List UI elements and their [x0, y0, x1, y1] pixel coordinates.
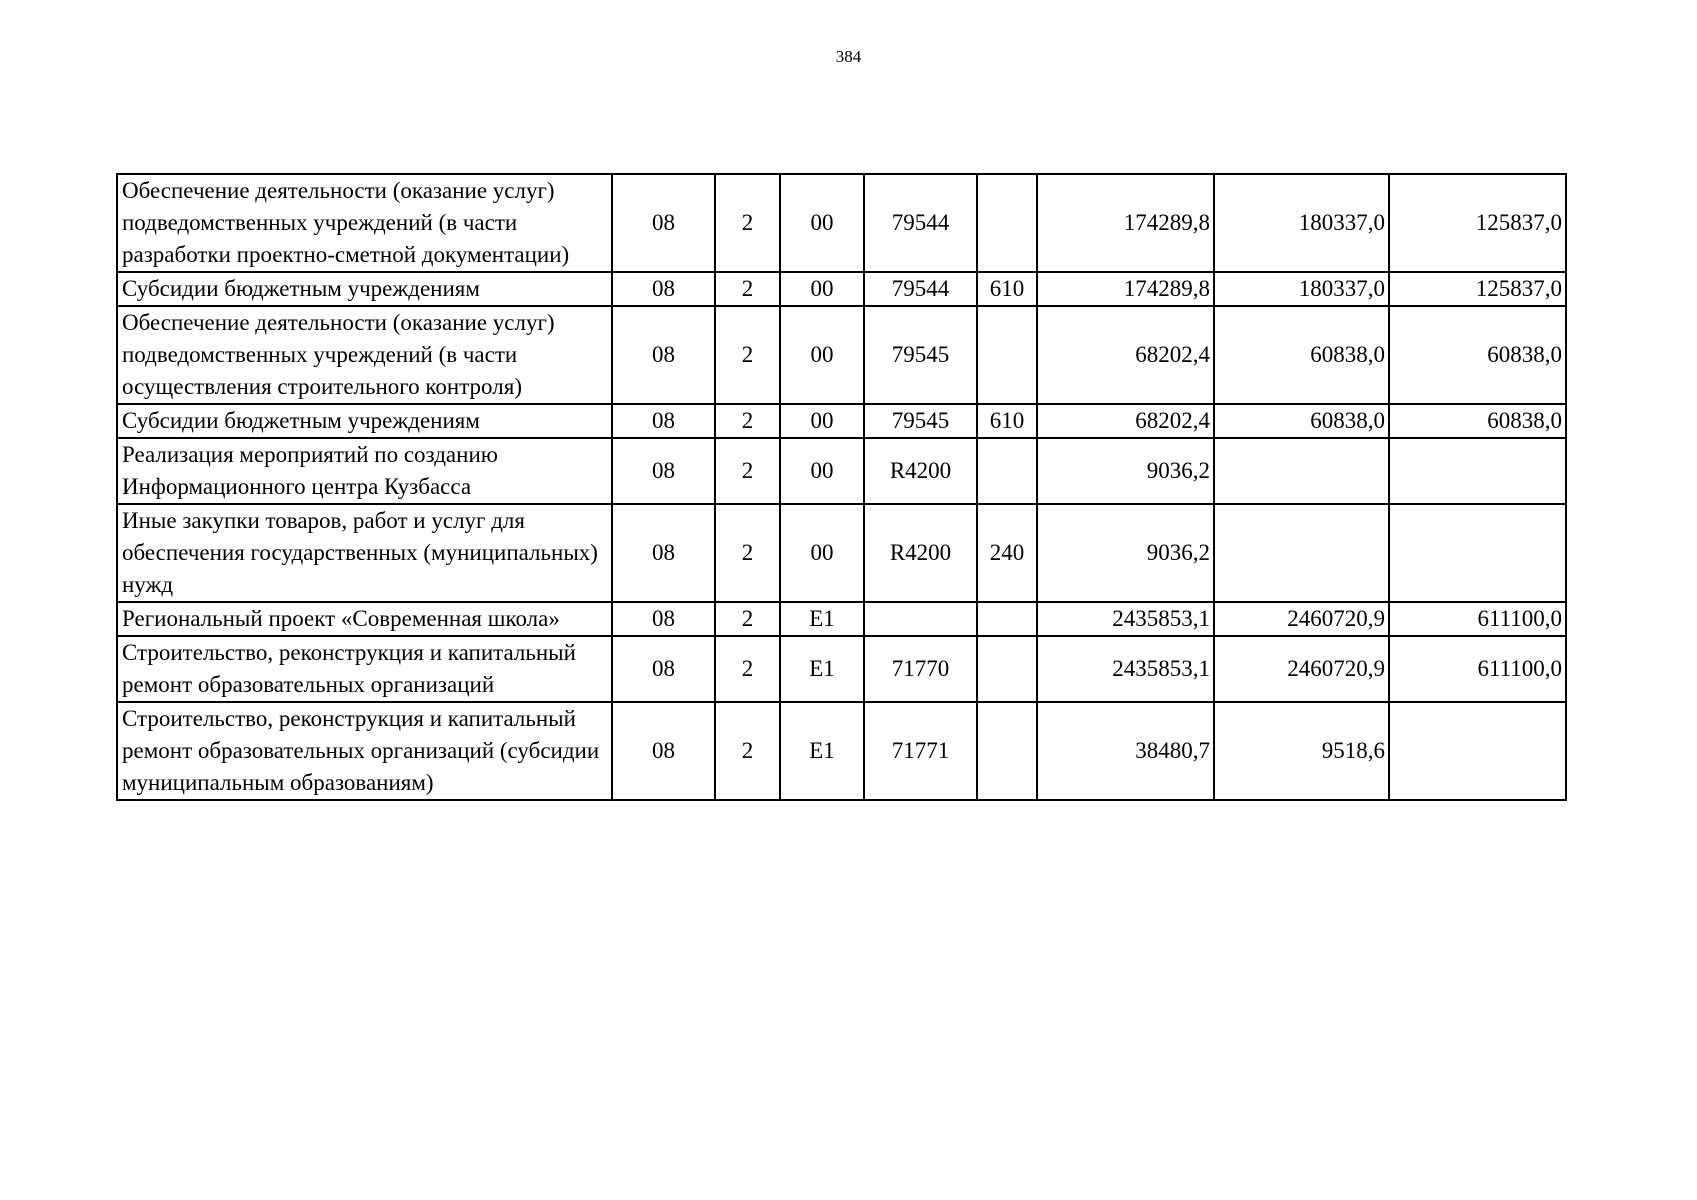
article-code-cell: 79544: [864, 272, 977, 306]
table-body: [117, 174, 1566, 800]
table-row: [117, 602, 1566, 636]
table-row: [117, 174, 1566, 272]
expense-type-cell: 240: [977, 504, 1037, 602]
program-code-cell: 2: [715, 306, 780, 404]
amount-1-cell: 174289,8: [1037, 272, 1214, 306]
subprogram-code-cell: E1: [780, 636, 864, 702]
amount-2-cell: [1214, 504, 1389, 602]
article-code-cell: 79545: [864, 306, 977, 404]
row-name-cell: Региональный проект «Современная школа»: [117, 602, 612, 636]
amount-1-cell: 9036,2: [1037, 504, 1214, 602]
row-name-cell: Обеспечение деятельности (оказание услуг) подведомственных учреждений (в части разработки проектно-сметной документации): [117, 174, 612, 272]
expense-type-cell: [977, 306, 1037, 404]
program-code-cell: 2: [715, 702, 780, 800]
program-code-cell: 2: [715, 404, 780, 438]
article-code-cell: 71770: [864, 636, 977, 702]
page-number: 384: [835, 47, 862, 66]
amount-3-cell: 125837,0: [1389, 174, 1566, 272]
expense-type-cell: [977, 438, 1037, 504]
section-code-cell: 08: [612, 702, 715, 800]
section-code-cell: 08: [612, 272, 715, 306]
amount-3-cell: [1389, 504, 1566, 602]
article-code-cell: [864, 602, 977, 636]
row-name-cell: Реализация мероприятий по созданию Информационного центра Кузбасса: [117, 438, 612, 504]
amount-2-cell: 60838,0: [1214, 306, 1389, 404]
section-code-cell: 08: [612, 438, 715, 504]
amount-2-cell: 60838,0: [1214, 404, 1389, 438]
amount-1-cell: 68202,4: [1037, 404, 1214, 438]
program-code-cell: 2: [715, 174, 780, 272]
subprogram-code-cell: 00: [780, 174, 864, 272]
expense-type-cell: [977, 702, 1037, 800]
amount-3-cell: 60838,0: [1389, 404, 1566, 438]
amount-3-cell: 611100,0: [1389, 636, 1566, 702]
article-code-cell: R4200: [864, 438, 977, 504]
amount-3-cell: [1389, 438, 1566, 504]
subprogram-code-cell: 00: [780, 438, 864, 504]
section-code-cell: 08: [612, 504, 715, 602]
article-code-cell: 71771: [864, 702, 977, 800]
amount-1-cell: 174289,8: [1037, 174, 1214, 272]
subprogram-code-cell: E1: [780, 602, 864, 636]
amount-2-cell: 9518,6: [1214, 702, 1389, 800]
table-row: [117, 438, 1566, 504]
section-code-cell: 08: [612, 602, 715, 636]
table-row: [117, 504, 1566, 602]
amount-2-cell: [1214, 438, 1389, 504]
section-code-cell: 08: [612, 174, 715, 272]
table-row: [117, 636, 1566, 702]
subprogram-code-cell: 00: [780, 504, 864, 602]
article-code-cell: R4200: [864, 504, 977, 602]
expense-type-cell: [977, 602, 1037, 636]
subprogram-code-cell: 00: [780, 306, 864, 404]
amount-1-cell: 9036,2: [1037, 438, 1214, 504]
amount-3-cell: [1389, 702, 1566, 800]
row-name-cell: Субсидии бюджетным учреждениям: [117, 272, 612, 306]
budget-table: [116, 173, 1567, 801]
amount-3-cell: 125837,0: [1389, 272, 1566, 306]
row-name-cell: Субсидии бюджетным учреждениям: [117, 404, 612, 438]
amount-2-cell: 180337,0: [1214, 272, 1389, 306]
subprogram-code-cell: 00: [780, 272, 864, 306]
article-code-cell: 79544: [864, 174, 977, 272]
amount-3-cell: 60838,0: [1389, 306, 1566, 404]
amount-1-cell: 2435853,1: [1037, 602, 1214, 636]
amount-2-cell: 2460720,9: [1214, 636, 1389, 702]
subprogram-code-cell: 00: [780, 404, 864, 438]
amount-1-cell: 38480,7: [1037, 702, 1214, 800]
expense-type-cell: 610: [977, 272, 1037, 306]
program-code-cell: 2: [715, 272, 780, 306]
amount-3-cell: 611100,0: [1389, 602, 1566, 636]
row-name-cell: Строительство, реконструкция и капитальный ремонт образовательных организаций (субсидии муниципальным образованиям): [117, 702, 612, 800]
article-code-cell: 79545: [864, 404, 977, 438]
subprogram-code-cell: E1: [780, 702, 864, 800]
table-row: [117, 702, 1566, 800]
amount-1-cell: 68202,4: [1037, 306, 1214, 404]
row-name-cell: Строительство, реконструкция и капитальный ремонт образовательных организаций: [117, 636, 612, 702]
table-row: [117, 306, 1566, 404]
program-code-cell: 2: [715, 602, 780, 636]
amount-2-cell: 180337,0: [1214, 174, 1389, 272]
section-code-cell: 08: [612, 306, 715, 404]
amount-1-cell: 2435853,1: [1037, 636, 1214, 702]
expense-type-cell: [977, 174, 1037, 272]
expense-type-cell: [977, 636, 1037, 702]
row-name-cell: Обеспечение деятельности (оказание услуг) подведомственных учреждений (в части осуществления строительного контроля): [117, 306, 612, 404]
section-code-cell: 08: [612, 636, 715, 702]
table-row: [117, 404, 1566, 438]
program-code-cell: 2: [715, 438, 780, 504]
section-code-cell: 08: [612, 404, 715, 438]
program-code-cell: 2: [715, 504, 780, 602]
amount-2-cell: 2460720,9: [1214, 602, 1389, 636]
expense-type-cell: 610: [977, 404, 1037, 438]
program-code-cell: 2: [715, 636, 780, 702]
row-name-cell: Иные закупки товаров, работ и услуг для обеспечения государственных (муниципальных) нужд: [117, 504, 612, 602]
table-row: [117, 272, 1566, 306]
